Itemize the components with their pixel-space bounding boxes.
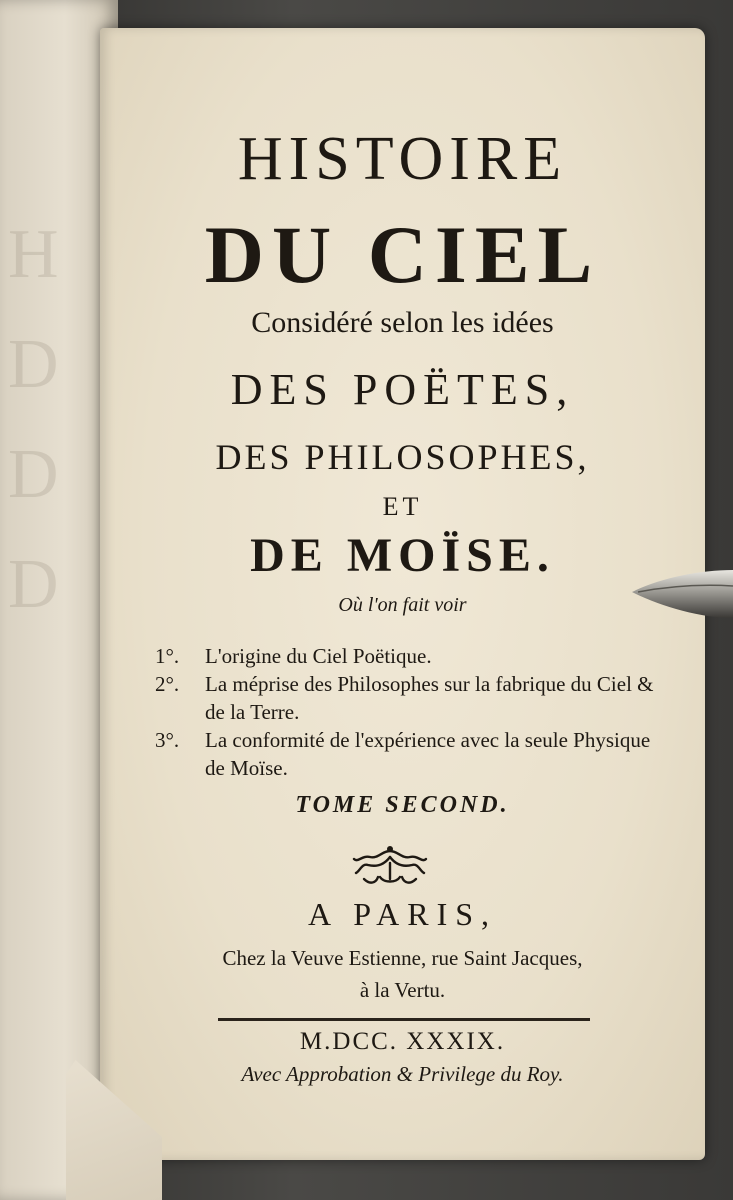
list-item — [155, 670, 675, 726]
list-item-text: La méprise des Philosophes sur la fabrique du Ciel & de la Terre. — [205, 672, 654, 724]
list-item-text: La conformité de l'expérience avec la seule Physique de Moïse. — [205, 728, 651, 780]
list-item-number: 2°. — [155, 672, 180, 696]
list-item — [155, 726, 675, 782]
line-des-poetes: DES POËTES, — [230, 365, 575, 414]
printer-ornament-icon — [350, 843, 430, 889]
list-item — [155, 642, 675, 670]
title-line-histoire: HISTOIRE — [237, 125, 568, 193]
line-des-philosophes: DES PHILOSOPHES, — [215, 437, 590, 477]
imprint-year: M.DCC. XXXIX. — [299, 1028, 506, 1055]
divider-rule — [218, 1018, 590, 1021]
publisher-line: Chez la Veuve Estienne, rue Saint Jacques, — [222, 946, 583, 970]
list-item-number: 1°. — [155, 644, 180, 668]
intro-line: Où l'on fait voir — [338, 594, 467, 616]
subtitle: Considéré selon les idées — [251, 306, 554, 339]
bleed-through-text: H D D D — [8, 216, 59, 623]
place-line: A PARIS, — [307, 896, 498, 932]
title-line-du-ciel: DU CIEL — [204, 209, 601, 300]
bookmark-pointer-icon — [630, 566, 733, 622]
list-item-text: L'origine du Ciel Poëtique. — [205, 644, 432, 668]
volume-label: TOME SECOND. — [295, 792, 510, 818]
title-page — [100, 28, 705, 1160]
privilege-line: Avec Approbation & Privilege du Roy. — [241, 1062, 564, 1086]
line-et: ET — [382, 492, 423, 521]
contents-list — [155, 642, 675, 782]
line-de-moise: DE MOÏSE. — [250, 529, 555, 582]
sign-line: à la Vertu. — [359, 978, 446, 1002]
list-item-number: 3°. — [155, 728, 180, 752]
